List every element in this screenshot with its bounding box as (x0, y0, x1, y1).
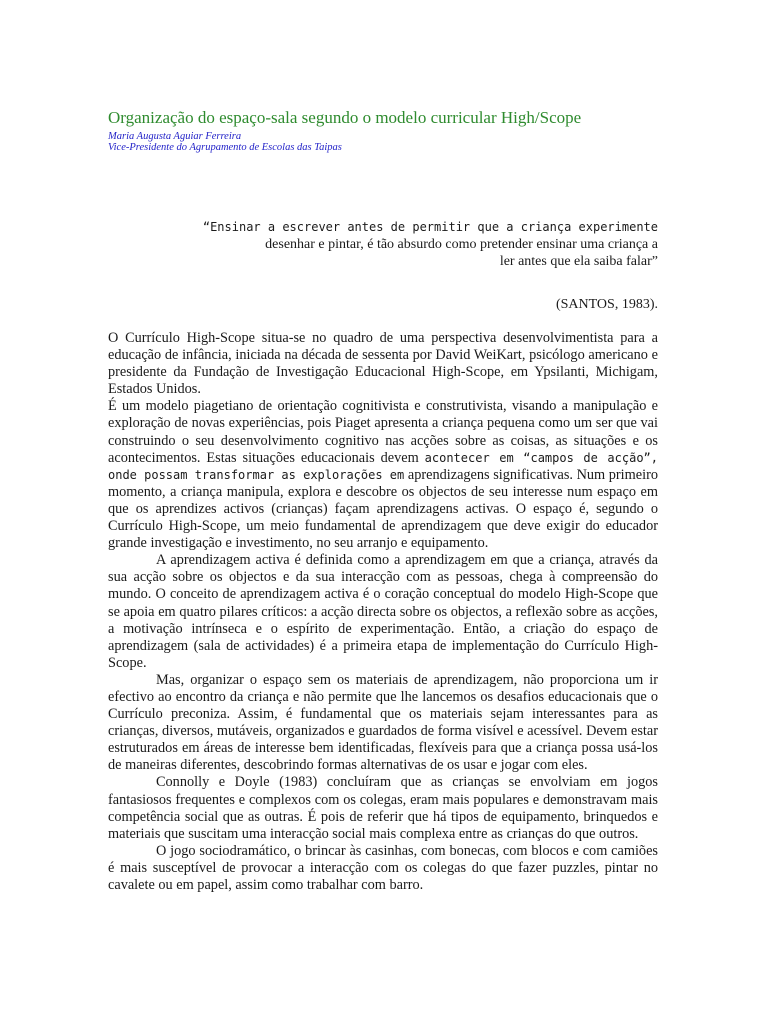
paragraph-text: É um modelo piagetiano de orientação cognitivista e construtivista, visando a manipulação e exploração de novas experiências, pois Piaget apresenta a criança pequena como um ser que vai construindo o seu desenvolvimento cognitivo nas acções sobre as coisas, as situações e os acontecimentos. Estas situações educacionais devem (108, 398, 658, 466)
epigraph (203, 219, 658, 270)
paragraph (108, 398, 658, 552)
body-text (108, 330, 658, 894)
paragraph-text: aprendizagens significativas. Num primeiro momento, a criança manipula, explora e descobre os objectos de seu interesse num espaço em que os aprendizes activos (crianças) façam aprendizagens activas. O espaço é, segundo o Currículo High-Scope, um meio fundamental de aprendizagem que deve exigir do educador grande investigação e investimento, no seu arranjo e equipamento. (108, 466, 658, 552)
paragraph: Connolly e Doyle (1983) concluíram que as crianças se envolviam em jogos fantasiosos frequentes e complexos com os colegas, eram mais populares e demonstravam mais competência social que as outras. É pois de referir que há tipos de equipamento, brinquedos e materiais que suscitam uma interacção social mais complexa entre as crianças do que outros. (108, 774, 658, 842)
paragraph: A aprendizagem activa é definida como a aprendizagem em que a criança, através da sua acção sobre os objectos e da sua interacção com as pessoas, chega à compreensão do mundo. O conceito de aprendizagem activa é o coração conceptual do modelo High-Scope que se apoia em quatro pilares críticos: a acção directa sobre os objectos, a reflexão sobre as acções, a motivação intrínseca e o espírito de experimentação. Então, a criação do espaço de aprendizagem (sala de actividades) é a primeira etapa de implementação do Currículo High-Scope. (108, 552, 658, 671)
paragraph-text: acontecer em “campos de acção”, onde possam transformar as explorações em (108, 450, 658, 482)
paragraph: O Currículo High-Scope situa-se no quadro de uma perspectiva desenvolvimentista para a educação de infância, iniciada na década de sessenta por David WeiKart, psicólogo americano e presidente da Fundação de Investigação Educacional High-Scope, em Ypsilanti, Michigam, Estados Unidos. (108, 330, 658, 398)
document-title: Organização do espaço-sala segundo o modelo curricular High/Scope (108, 108, 582, 127)
epigraph-line: “Ensinar a escrever antes de permitir que a criança experimente (202, 220, 658, 234)
epigraph-source: (SANTOS, 1983). (555, 297, 658, 312)
epigraph-line: ler antes que ela saiba falar” (499, 254, 658, 269)
author-role: Vice-Presidente do Agrupamento de Escolas das Taipas (108, 142, 342, 153)
paragraph: Mas, organizar o espaço sem os materiais de aprendizagem, não proporciona um ir efectivo ao encontro da criança e não permite que lhe lancemos os desafios educacionais que o Currículo preconiza. Assim, é fundamental que os materiais sejam interessantes para as crianças, diversos, mutáveis, organizados e guardados de forma visível e acessível. Devem estar estruturados em áreas de interesse bem identificadas, flexíveis para que a criança possa usá-los de maneiras diferentes, descobrindo formas alternativas de os usar e jogar com eles. (108, 671, 658, 774)
paragraph: O jogo sociodramático, o brincar às casinhas, com bonecas, com blocos e com camiões é mais susceptível de provocar a interacção com os colegas do que fazer puzzles, pintar no cavalete ou em papel, assim como trabalhar com barro. (108, 842, 658, 893)
epigraph-line: desenhar e pintar, é tão absurdo como pretender ensinar uma criança a (265, 237, 658, 252)
author-name: Maria Augusta Aguiar Ferreira (108, 131, 242, 142)
